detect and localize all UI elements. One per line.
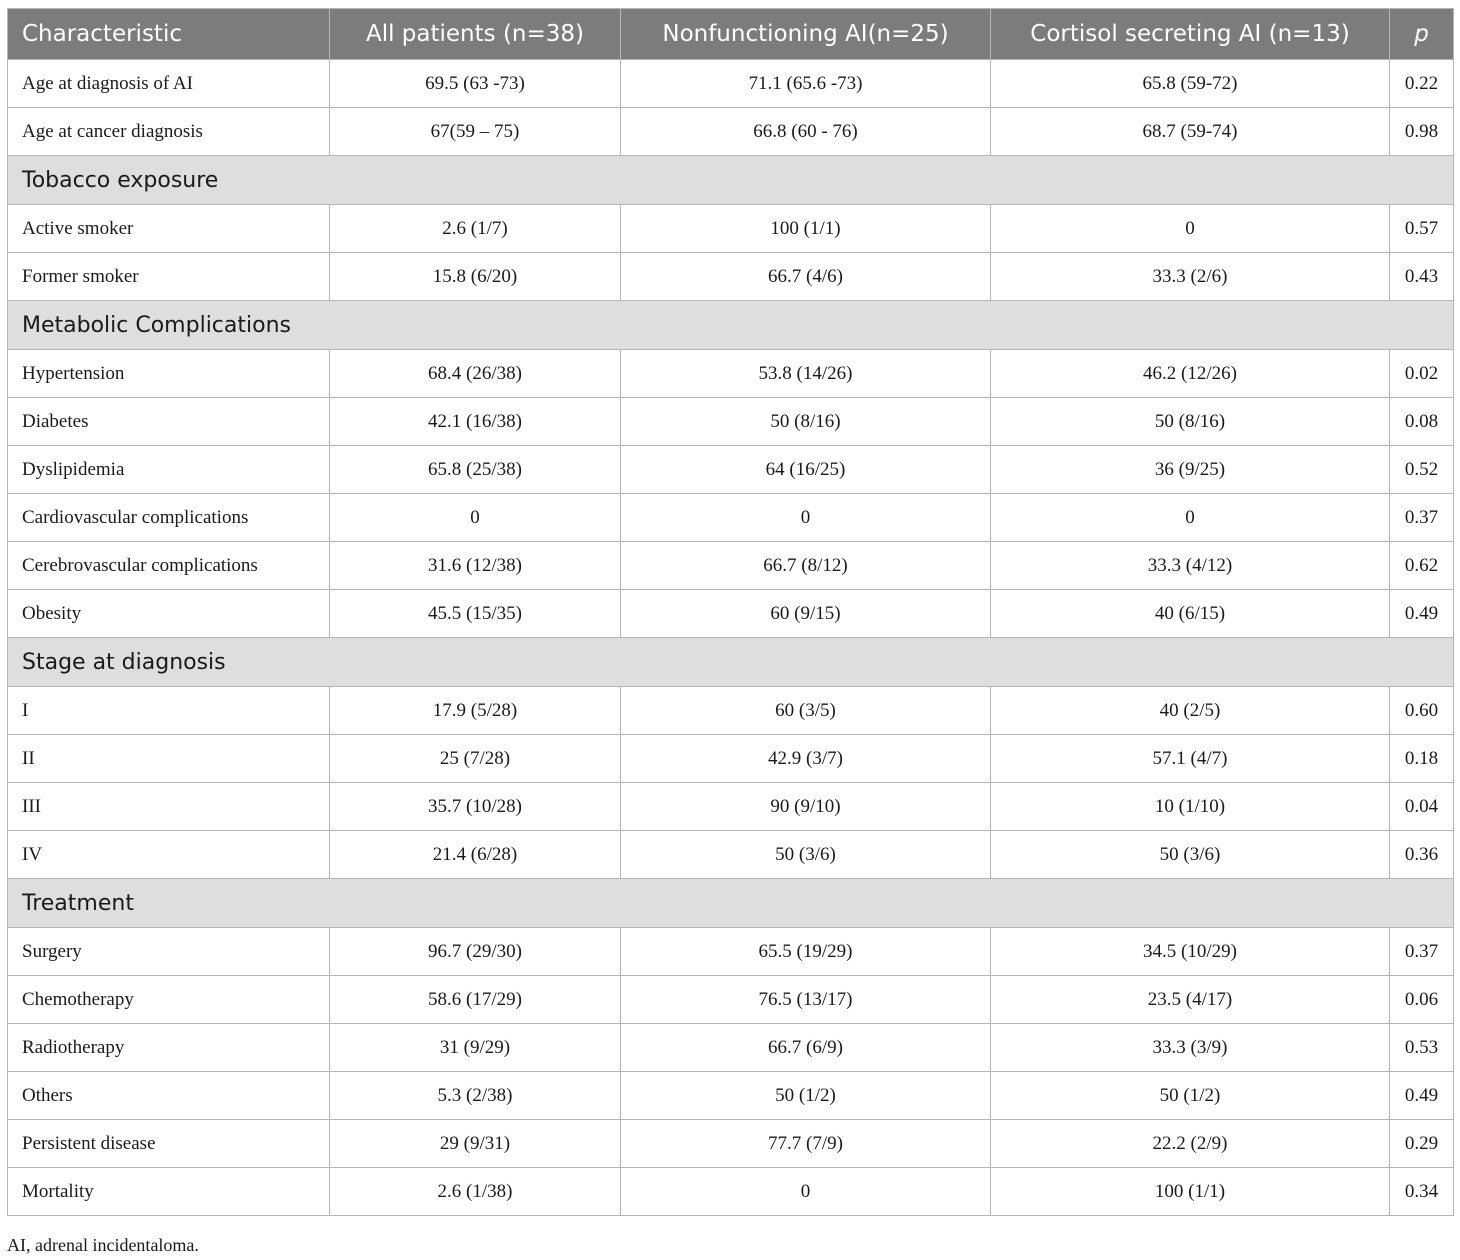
table-row <box>8 590 1454 638</box>
p-value-cell: 0.98 <box>1390 108 1454 156</box>
all-patients-cell: 15.8 (6/20) <box>330 253 621 301</box>
characteristic-cell: II <box>8 735 330 783</box>
table-row <box>8 1024 1454 1072</box>
cortisol-secreting-cell: 33.3 (2/6) <box>991 253 1390 301</box>
cortisol-secreting-cell: 34.5 (10/29) <box>991 928 1390 976</box>
characteristic-cell: IV <box>8 831 330 879</box>
nonfunctioning-cell: 90 (9/10) <box>621 783 991 831</box>
characteristic-cell: Surgery <box>8 928 330 976</box>
characteristic-cell: III <box>8 783 330 831</box>
characteristic-cell: Active smoker <box>8 205 330 253</box>
cortisol-secreting-cell: 57.1 (4/7) <box>991 735 1390 783</box>
section-row <box>8 879 1454 928</box>
p-value-cell: 0.49 <box>1390 590 1454 638</box>
p-value-cell: 0.49 <box>1390 1072 1454 1120</box>
characteristic-cell: Age at cancer diagnosis <box>8 108 330 156</box>
all-patients-cell: 42.1 (16/38) <box>330 398 621 446</box>
cortisol-secreting-cell: 40 (6/15) <box>991 590 1390 638</box>
header-characteristic: Characteristic <box>8 9 330 60</box>
p-value-cell: 0.53 <box>1390 1024 1454 1072</box>
all-patients-cell: 68.4 (26/38) <box>330 350 621 398</box>
table-row <box>8 1120 1454 1168</box>
nonfunctioning-cell: 53.8 (14/26) <box>621 350 991 398</box>
nonfunctioning-cell: 100 (1/1) <box>621 205 991 253</box>
nonfunctioning-cell: 64 (16/25) <box>621 446 991 494</box>
nonfunctioning-cell: 0 <box>621 1168 991 1216</box>
nonfunctioning-cell: 50 (3/6) <box>621 831 991 879</box>
characteristic-cell: Cardiovascular complications <box>8 494 330 542</box>
all-patients-cell: 5.3 (2/38) <box>330 1072 621 1120</box>
header-row <box>8 9 1454 60</box>
nonfunctioning-cell: 60 (9/15) <box>621 590 991 638</box>
cortisol-secreting-cell: 68.7 (59-74) <box>991 108 1390 156</box>
header-cortisol-secreting-ai: Cortisol secreting AI (n=13) <box>991 9 1390 60</box>
nonfunctioning-cell: 77.7 (7/9) <box>621 1120 991 1168</box>
nonfunctioning-cell: 66.7 (6/9) <box>621 1024 991 1072</box>
characteristic-cell: Diabetes <box>8 398 330 446</box>
section-label: Stage at diagnosis <box>8 638 1454 687</box>
cortisol-secreting-cell: 65.8 (59-72) <box>991 60 1390 108</box>
characteristic-cell: Age at diagnosis of AI <box>8 60 330 108</box>
table-row <box>8 205 1454 253</box>
characteristic-cell: Obesity <box>8 590 330 638</box>
table-row <box>8 108 1454 156</box>
p-value-cell: 0.22 <box>1390 60 1454 108</box>
nonfunctioning-cell: 42.9 (3/7) <box>621 735 991 783</box>
nonfunctioning-cell: 71.1 (65.6 -73) <box>621 60 991 108</box>
table-header <box>8 9 1454 60</box>
p-value-cell: 0.43 <box>1390 253 1454 301</box>
cortisol-secreting-cell: 40 (2/5) <box>991 687 1390 735</box>
nonfunctioning-cell: 66.7 (4/6) <box>621 253 991 301</box>
table-row <box>8 831 1454 879</box>
section-row <box>8 156 1454 205</box>
table-row <box>8 494 1454 542</box>
table-row <box>8 350 1454 398</box>
all-patients-cell: 69.5 (63 -73) <box>330 60 621 108</box>
table-row <box>8 253 1454 301</box>
cortisol-secreting-cell: 33.3 (4/12) <box>991 542 1390 590</box>
characteristic-cell: Others <box>8 1072 330 1120</box>
cortisol-secreting-cell: 0 <box>991 494 1390 542</box>
p-value-cell: 0.04 <box>1390 783 1454 831</box>
p-value-cell: 0.29 <box>1390 1120 1454 1168</box>
nonfunctioning-cell: 50 (8/16) <box>621 398 991 446</box>
section-label: Treatment <box>8 879 1454 928</box>
p-value-cell: 0.34 <box>1390 1168 1454 1216</box>
table-row <box>8 1072 1454 1120</box>
table-row <box>8 976 1454 1024</box>
characteristic-cell: I <box>8 687 330 735</box>
all-patients-cell: 21.4 (6/28) <box>330 831 621 879</box>
all-patients-cell: 2.6 (1/38) <box>330 1168 621 1216</box>
all-patients-cell: 31.6 (12/38) <box>330 542 621 590</box>
cortisol-secreting-cell: 36 (9/25) <box>991 446 1390 494</box>
nonfunctioning-cell: 76.5 (13/17) <box>621 976 991 1024</box>
all-patients-cell: 58.6 (17/29) <box>330 976 621 1024</box>
characteristic-cell: Persistent disease <box>8 1120 330 1168</box>
p-value-cell: 0.37 <box>1390 494 1454 542</box>
all-patients-cell: 29 (9/31) <box>330 1120 621 1168</box>
table-row <box>8 928 1454 976</box>
p-value-cell: 0.02 <box>1390 350 1454 398</box>
all-patients-cell: 35.7 (10/28) <box>330 783 621 831</box>
all-patients-cell: 65.8 (25/38) <box>330 446 621 494</box>
nonfunctioning-cell: 0 <box>621 494 991 542</box>
nonfunctioning-cell: 66.8 (60 - 76) <box>621 108 991 156</box>
all-patients-cell: 31 (9/29) <box>330 1024 621 1072</box>
table-row <box>8 735 1454 783</box>
cortisol-secreting-cell: 33.3 (3/9) <box>991 1024 1390 1072</box>
characteristic-cell: Dyslipidemia <box>8 446 330 494</box>
table-row <box>8 60 1454 108</box>
cortisol-secreting-cell: 50 (1/2) <box>991 1072 1390 1120</box>
table-footnote: AI, adrenal incidentaloma. <box>7 1235 199 1255</box>
all-patients-cell: 45.5 (15/35) <box>330 590 621 638</box>
all-patients-cell: 17.9 (5/28) <box>330 687 621 735</box>
table-row <box>8 542 1454 590</box>
characteristic-cell: Mortality <box>8 1168 330 1216</box>
table-body <box>8 60 1454 1216</box>
nonfunctioning-cell: 65.5 (19/29) <box>621 928 991 976</box>
characteristic-cell: Chemotherapy <box>8 976 330 1024</box>
nonfunctioning-cell: 60 (3/5) <box>621 687 991 735</box>
section-row <box>8 638 1454 687</box>
cortisol-secreting-cell: 10 (1/10) <box>991 783 1390 831</box>
cortisol-secreting-cell: 46.2 (12/26) <box>991 350 1390 398</box>
p-value-cell: 0.52 <box>1390 446 1454 494</box>
section-label: Tobacco exposure <box>8 156 1454 205</box>
table-row <box>8 687 1454 735</box>
cortisol-secreting-cell: 0 <box>991 205 1390 253</box>
characteristic-cell: Hypertension <box>8 350 330 398</box>
p-value-cell: 0.62 <box>1390 542 1454 590</box>
cortisol-secreting-cell: 100 (1/1) <box>991 1168 1390 1216</box>
p-value-cell: 0.06 <box>1390 976 1454 1024</box>
p-value-cell: 0.18 <box>1390 735 1454 783</box>
all-patients-cell: 0 <box>330 494 621 542</box>
p-value-cell: 0.36 <box>1390 831 1454 879</box>
table-row <box>8 398 1454 446</box>
characteristic-cell: Cerebrovascular complications <box>8 542 330 590</box>
cortisol-secreting-cell: 22.2 (2/9) <box>991 1120 1390 1168</box>
table-row <box>8 783 1454 831</box>
table-row <box>8 1168 1454 1216</box>
all-patients-cell: 2.6 (1/7) <box>330 205 621 253</box>
header-all-patients: All patients (n=38) <box>330 9 621 60</box>
nonfunctioning-cell: 66.7 (8/12) <box>621 542 991 590</box>
characteristic-cell: Former smoker <box>8 253 330 301</box>
characteristics-table <box>7 8 1454 1216</box>
cortisol-secreting-cell: 50 (3/6) <box>991 831 1390 879</box>
nonfunctioning-cell: 50 (1/2) <box>621 1072 991 1120</box>
p-value-cell: 0.57 <box>1390 205 1454 253</box>
characteristic-cell: Radiotherapy <box>8 1024 330 1072</box>
header-nonfunctioning-ai: Nonfunctioning AI(n=25) <box>621 9 991 60</box>
all-patients-cell: 96.7 (29/30) <box>330 928 621 976</box>
p-value-cell: 0.08 <box>1390 398 1454 446</box>
table-row <box>8 446 1454 494</box>
section-label: Metabolic Complications <box>8 301 1454 350</box>
p-value-cell: 0.37 <box>1390 928 1454 976</box>
p-value-cell: 0.60 <box>1390 687 1454 735</box>
cortisol-secreting-cell: 50 (8/16) <box>991 398 1390 446</box>
all-patients-cell: 25 (7/28) <box>330 735 621 783</box>
header-p-value: p <box>1390 9 1454 60</box>
cortisol-secreting-cell: 23.5 (4/17) <box>991 976 1390 1024</box>
section-row <box>8 301 1454 350</box>
all-patients-cell: 67(59 – 75) <box>330 108 621 156</box>
